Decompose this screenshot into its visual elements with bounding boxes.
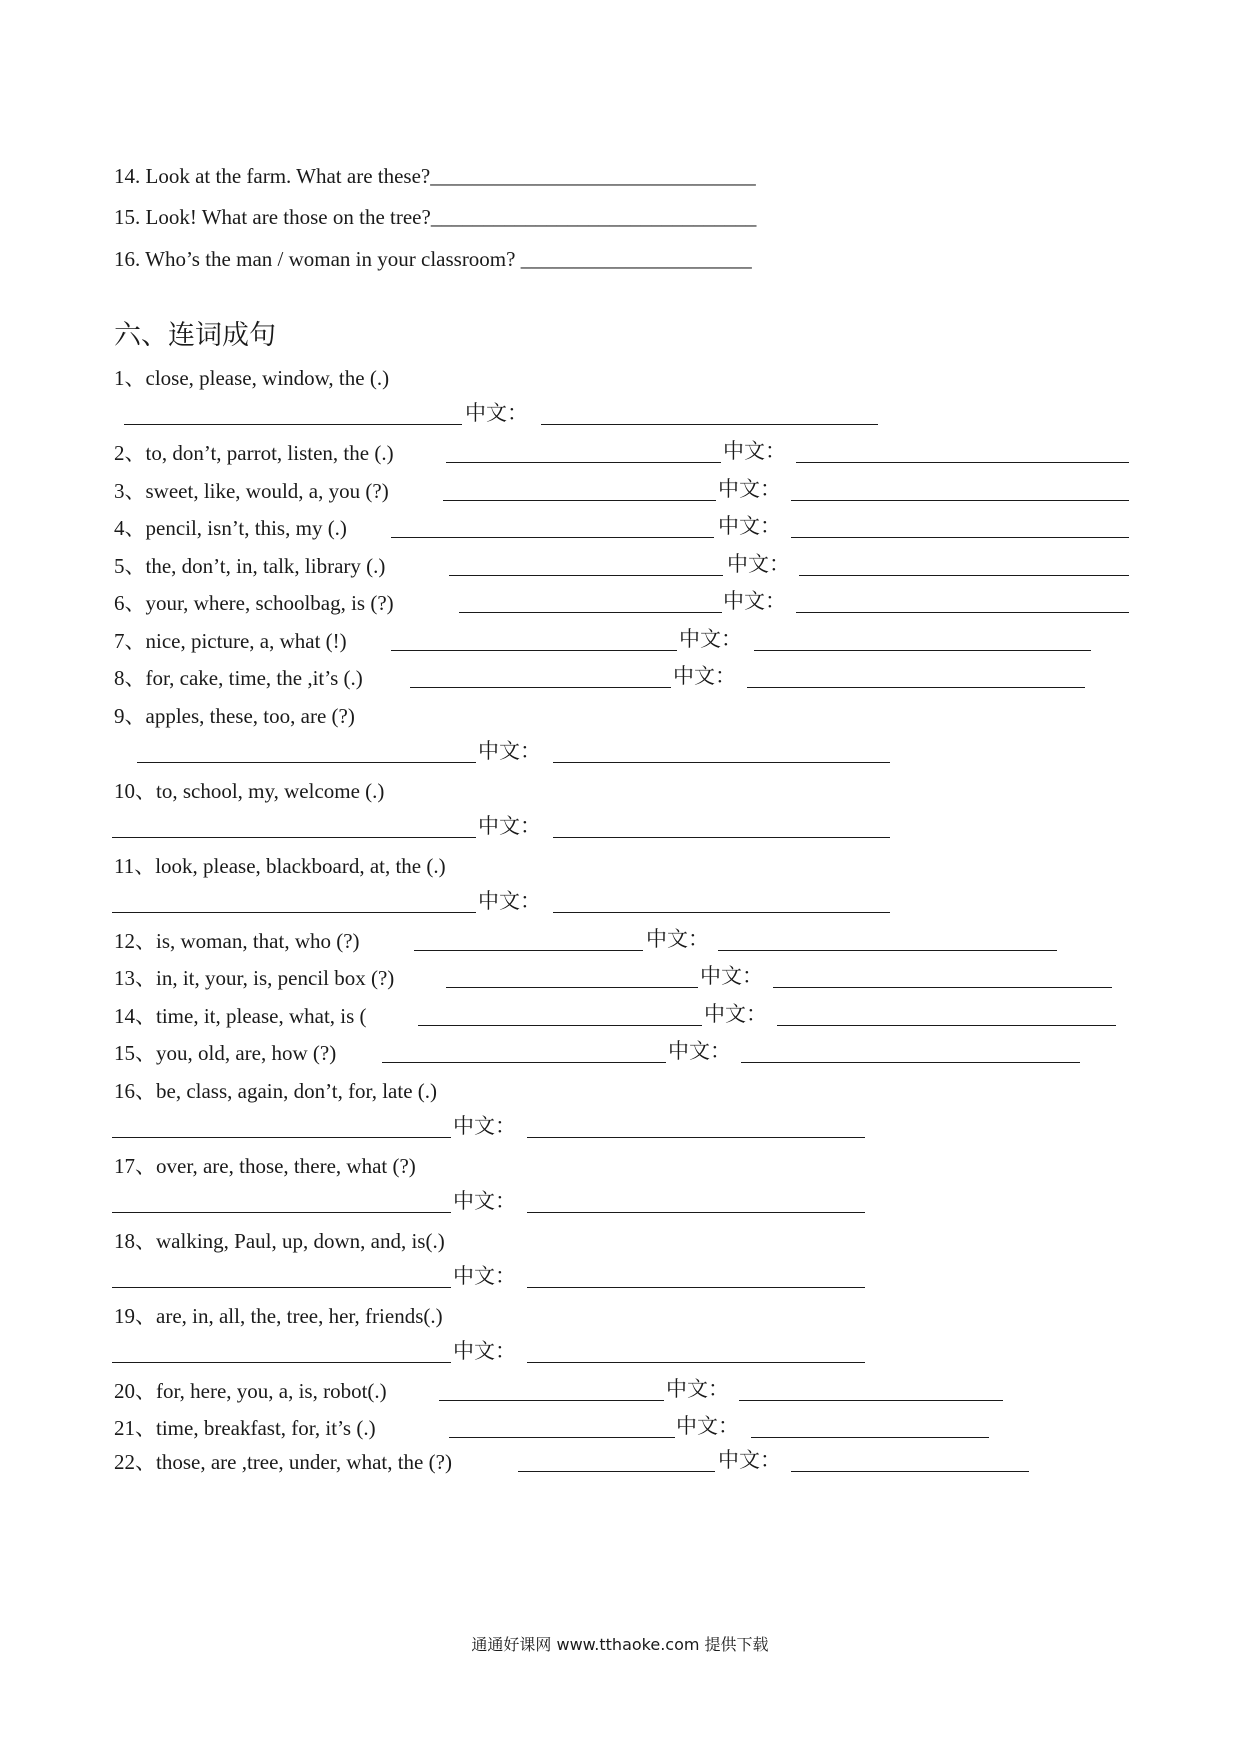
sentence-1: 1、close, please, window, the (.) [114, 366, 390, 390]
question-15-tree: 15. Look! What are those on the tree?_______________________________ [114, 205, 757, 229]
answer-line-22[interactable] [518, 1471, 715, 1472]
chinese-line-7[interactable] [754, 650, 1091, 651]
chinese-label-21: 中文： [676, 1414, 739, 1438]
chinese-label-12: 中文： [646, 927, 709, 951]
answer-line-20[interactable] [439, 1400, 664, 1401]
question-16-classroom: 16. Who’s the man / woman in your classroom? ______________________ [114, 247, 752, 271]
answer-line-5[interactable] [449, 575, 723, 576]
question-14-farm: 14. Look at the farm. What are these?_______________________________ [114, 164, 756, 188]
chinese-line-5[interactable] [799, 575, 1129, 576]
sentence-18: 18、walking, Paul, up, down, and, is(.) [114, 1229, 445, 1253]
answer-line-15[interactable] [382, 1062, 666, 1063]
sentence-3: 3、sweet, like, would, a, you (?) [114, 479, 389, 503]
sentence-4: 4、pencil, isn’t, this, my (.) [114, 516, 347, 540]
chinese-label-3: 中文： [718, 477, 781, 501]
chinese-label-11: 中文： [478, 889, 541, 913]
chinese-line-10[interactable] [553, 837, 890, 838]
answer-line-21[interactable] [449, 1437, 675, 1438]
chinese-line-8[interactable] [747, 687, 1085, 688]
sentence-10: 10、to, school, my, welcome (.) [114, 779, 385, 803]
sentence-6: 6、your, where, schoolbag, is (?) [114, 591, 394, 615]
chinese-line-19[interactable] [527, 1362, 865, 1363]
sentence-19: 19、are, in, all, the, tree, her, friends(.) [114, 1304, 443, 1328]
chinese-line-18[interactable] [527, 1287, 865, 1288]
chinese-label-18: 中文： [453, 1264, 516, 1288]
sentence-7: 7、nice, picture, a, what (!) [114, 629, 347, 653]
chinese-label-9: 中文： [478, 739, 541, 763]
chinese-label-20: 中文： [666, 1377, 729, 1401]
chinese-line-15[interactable] [741, 1062, 1080, 1063]
chinese-label-13: 中文： [700, 964, 763, 988]
sentence-15: 15、you, old, are, how (?) [114, 1041, 337, 1065]
chinese-line-2[interactable] [796, 462, 1129, 463]
chinese-label-15: 中文： [668, 1039, 731, 1063]
answer-line-12[interactable] [414, 950, 643, 951]
answer-line-7[interactable] [391, 650, 677, 651]
answer-line-9[interactable] [137, 762, 476, 763]
chinese-line-4[interactable] [791, 537, 1129, 538]
footer-credit: 通通好课网 www.tthaoke.com 提供下载 [471, 1635, 769, 1654]
answer-line-11[interactable] [112, 912, 476, 913]
chinese-line-1[interactable] [541, 424, 878, 425]
answer-line-18[interactable] [112, 1287, 451, 1288]
chinese-label-4: 中文： [718, 514, 781, 538]
chinese-line-11[interactable] [553, 912, 890, 913]
answer-line-6[interactable] [459, 612, 722, 613]
chinese-label-2: 中文： [723, 439, 786, 463]
answer-line-13[interactable] [446, 987, 698, 988]
answer-line-8[interactable] [410, 687, 671, 688]
sentence-12: 12、is, woman, that, who (?) [114, 929, 360, 953]
sentence-8: 8、for, cake, time, the ,it’s (.) [114, 666, 363, 690]
chinese-line-3[interactable] [791, 500, 1129, 501]
sentence-11: 11、look, please, blackboard, at, the (.) [114, 854, 446, 878]
chinese-label-14: 中文： [704, 1002, 767, 1026]
answer-line-2[interactable] [446, 462, 721, 463]
answer-line-4[interactable] [391, 537, 714, 538]
chinese-line-14[interactable] [777, 1025, 1116, 1026]
sentence-5: 5、the, don’t, in, talk, library (.) [114, 554, 386, 578]
chinese-label-7: 中文： [679, 627, 742, 651]
chinese-label-17: 中文： [453, 1189, 516, 1213]
answer-line-14[interactable] [418, 1025, 702, 1026]
sentence-13: 13、in, it, your, is, pencil box (?) [114, 966, 395, 990]
chinese-line-16[interactable] [527, 1137, 865, 1138]
sentence-16: 16、be, class, again, don’t, for, late (.) [114, 1079, 438, 1103]
sentence-20: 20、for, here, you, a, is, robot(.) [114, 1379, 387, 1403]
chinese-label-8: 中文： [673, 664, 736, 688]
chinese-label-22: 中文： [718, 1448, 781, 1472]
chinese-line-13[interactable] [773, 987, 1112, 988]
chinese-label-1: 中文： [465, 401, 528, 425]
sentence-21: 21、time, breakfast, for, it’s (.) [114, 1416, 376, 1440]
chinese-line-12[interactable] [718, 950, 1057, 951]
answer-line-10[interactable] [112, 837, 476, 838]
chinese-label-6: 中文： [723, 589, 786, 613]
chinese-label-5: 中文： [727, 552, 790, 576]
chinese-line-17[interactable] [527, 1212, 865, 1213]
answer-line-17[interactable] [112, 1212, 451, 1213]
sentence-9: 9、apples, these, too, are (?) [114, 704, 355, 728]
sentence-22: 22、those, are ,tree, under, what, the (?) [114, 1450, 452, 1474]
sentence-17: 17、over, are, those, there, what (?) [114, 1154, 416, 1178]
sentence-14: 14、time, it, please, what, is ( [114, 1004, 367, 1028]
chinese-line-6[interactable] [796, 612, 1129, 613]
chinese-line-21[interactable] [751, 1437, 989, 1438]
answer-line-3[interactable] [443, 500, 716, 501]
chinese-label-19: 中文： [453, 1339, 516, 1363]
answer-line-19[interactable] [112, 1362, 451, 1363]
chinese-label-10: 中文： [478, 814, 541, 838]
chinese-line-9[interactable] [553, 762, 890, 763]
answer-line-1[interactable] [124, 424, 462, 425]
chinese-line-22[interactable] [791, 1471, 1029, 1472]
chinese-label-16: 中文： [453, 1114, 516, 1138]
section-title: 六、连词成句 [114, 320, 276, 351]
sentence-2: 2、to, don’t, parrot, listen, the (.) [114, 441, 394, 465]
answer-line-16[interactable] [112, 1137, 451, 1138]
chinese-line-20[interactable] [739, 1400, 1003, 1401]
